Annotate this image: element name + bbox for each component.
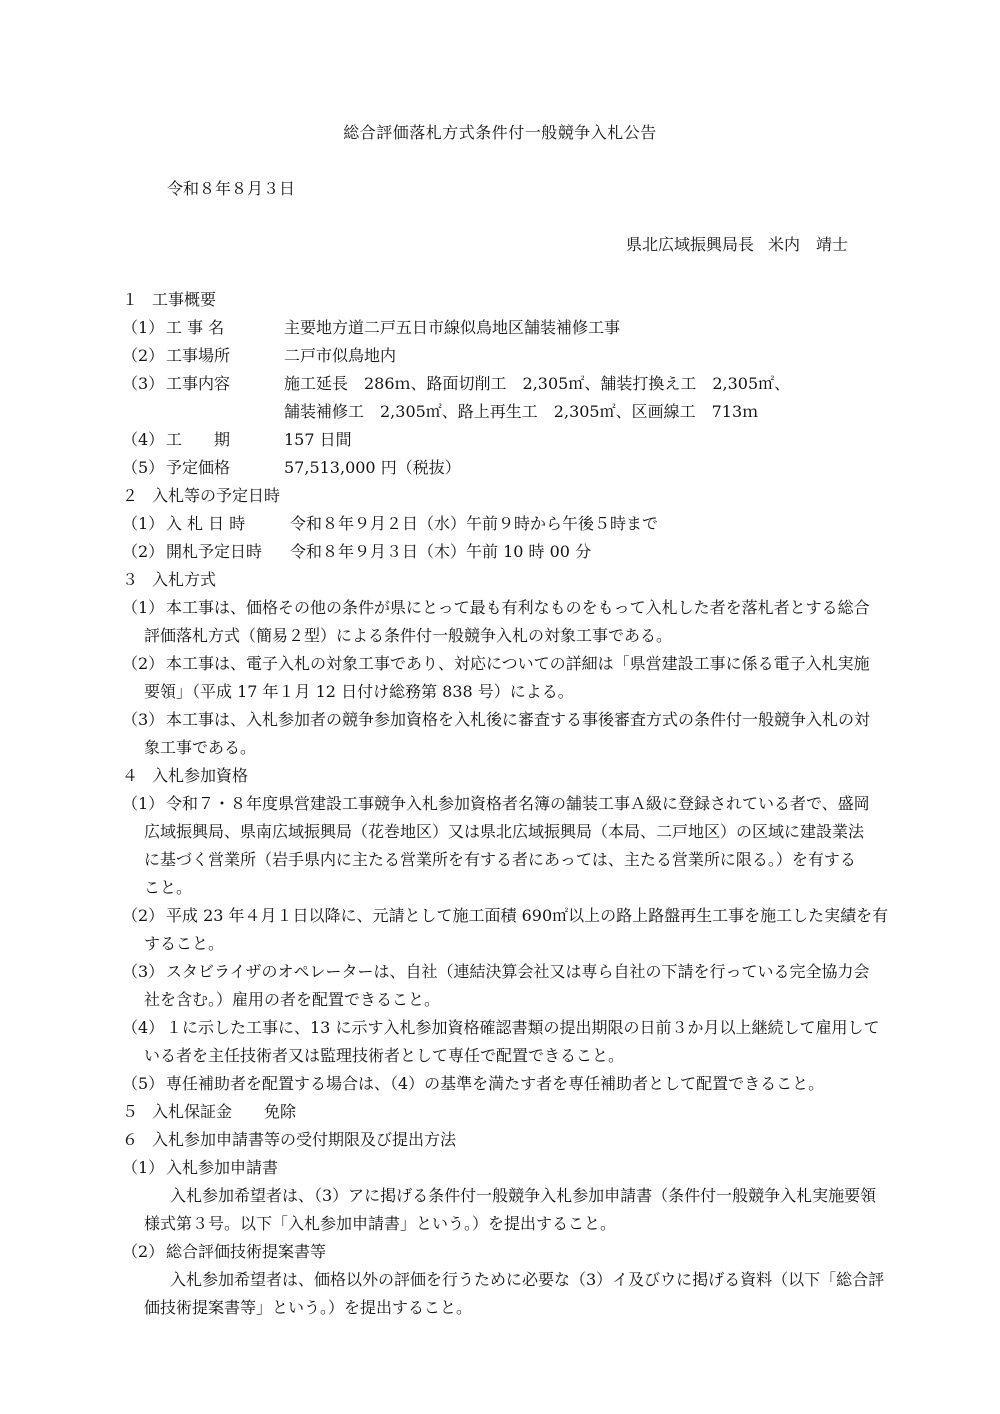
item-label: 総合評価技術提案書等 <box>166 1242 327 1261</box>
item-label: 入 札 日 時 <box>166 514 246 533</box>
item-text: すること。 <box>144 934 225 953</box>
list-item <box>122 538 882 566</box>
list-item <box>122 650 882 678</box>
item-label: 入札参加申請書 <box>166 1158 279 1177</box>
item-text: スタビライザのオペレーターは、自社（連結決算会社又は専ら自社の下請を行っている完全協力会 <box>166 962 870 981</box>
section-number: ５ <box>122 1102 139 1121</box>
section-number: ２ <box>122 486 139 505</box>
item-label: 予定価格 <box>166 458 231 477</box>
item-text: 社を含む。）雇用の者を配置できること。 <box>144 990 441 1009</box>
item-text: １に示した工事に、13 に示す入札参加資格確認書類の提出期限の日前３か月以上継続して雇用して <box>166 1018 880 1037</box>
section-heading <box>122 482 882 510</box>
item-number: （2） <box>122 542 165 561</box>
item-value: 57,513,000 円（税抜） <box>284 458 461 477</box>
item-text: 広域振興局、県南広域振興局（花巻地区）又は県北広域振興局（本局、二戸地区）の区域に建設業法 <box>144 822 865 841</box>
item-text: こと。 <box>144 878 193 897</box>
item-text: 入札参加希望者は、価格以外の評価を行うために必要な（3）イ及びウに掲げる資料（以下「総合評 <box>170 1270 885 1289</box>
item-text: 専任補助者を配置する場合は、（4）の基準を満たす者を専任補助者として配置できること。 <box>166 1074 825 1093</box>
item-number: （4） <box>122 1018 165 1037</box>
list-item-continuation <box>122 1294 882 1322</box>
list-item-continuation <box>122 874 882 902</box>
section-heading <box>122 1098 882 1126</box>
item-label: 工 期 <box>166 430 231 449</box>
item-label: 開札予定日時 <box>166 542 263 561</box>
item-text: 要領」（平成 17 年１月 12 日付け総務第 838 号）による。 <box>144 682 574 701</box>
section-number: １ <box>122 290 139 309</box>
section-title: 入札参加申請書等の受付期限及び提出方法 <box>152 1130 457 1149</box>
section-number: ４ <box>122 766 139 785</box>
item-value: 令和８年９月３日（木）午前 10 時 00 分 <box>290 542 592 561</box>
list-item-continuation <box>122 678 882 706</box>
issuer-name: 米内 靖士 <box>767 235 848 254</box>
item-text: 令和７・８年度県営建設工事競争入札参加資格者名簿の舗装工事Ａ級に登録されている者で、盛岡 <box>166 794 870 813</box>
item-number: （1） <box>122 514 165 533</box>
item-number: （2） <box>122 654 165 673</box>
list-item <box>122 510 882 538</box>
item-text: 価技術提案書等」という。）を提出すること。 <box>144 1298 473 1317</box>
list-item-continuation <box>122 1266 885 1294</box>
item-text: 平成 23 年４月１日以降に、元請として施工面積 690㎡以上の路上路盤再生工事を施工した実績を有 <box>166 906 889 925</box>
list-item-continuation <box>122 846 882 874</box>
item-number: （1） <box>122 1158 165 1177</box>
list-item-continuation <box>122 1042 882 1070</box>
list-item <box>122 314 882 342</box>
section-heading <box>122 286 882 314</box>
list-item-continuation <box>122 818 882 846</box>
section-title: 入札等の予定日時 <box>152 486 281 505</box>
item-number: （5） <box>122 458 165 477</box>
list-item <box>122 706 882 734</box>
section-title: 入札方式 <box>152 570 217 589</box>
item-label: 工事内容 <box>166 374 231 393</box>
item-text: 象工事である。 <box>144 738 257 757</box>
section-title: 入札保証金 <box>152 1102 233 1121</box>
list-item-continuation <box>122 986 882 1014</box>
item-number: （2） <box>122 346 165 365</box>
item-number: （3） <box>122 710 165 729</box>
item-label: 工 事 名 <box>166 318 225 337</box>
list-item <box>122 370 882 398</box>
item-number: （5） <box>122 1074 165 1093</box>
item-value: 主要地方道二戸五日市線似鳥地区舗装補修工事 <box>284 318 621 337</box>
notice-body <box>122 286 889 1322</box>
list-item <box>122 594 882 622</box>
item-text: 様式第３号。以下「入札参加申請書」という。）を提出すること。 <box>144 1214 617 1233</box>
issuer-title: 県北広域振興局長 <box>625 235 754 254</box>
list-item <box>122 1154 882 1182</box>
list-item-continuation <box>122 930 882 958</box>
list-item <box>122 1014 882 1042</box>
list-item-continuation <box>122 1210 882 1238</box>
section-heading <box>122 566 882 594</box>
item-number: （4） <box>122 430 165 449</box>
item-value: 令和８年９月２日（水）午前９時から午後５時まで <box>290 514 659 533</box>
list-item <box>122 342 882 370</box>
section-value: 免除 <box>264 1102 297 1121</box>
item-number: （1） <box>122 318 165 337</box>
item-number: （1） <box>122 598 165 617</box>
section-heading <box>122 1126 882 1154</box>
item-value: 157 日間 <box>284 430 352 449</box>
list-item <box>122 426 882 454</box>
notice-date: 令和８年８月３日 <box>167 179 296 198</box>
list-item <box>122 1070 882 1098</box>
item-number: （3） <box>122 374 165 393</box>
item-value: 施工延長 286ｍ、路面切削工 2,305㎡、舗装打換え工 2,305㎡、 <box>284 374 791 393</box>
list-item <box>122 1238 882 1266</box>
section-heading <box>122 762 882 790</box>
list-item <box>122 902 889 930</box>
item-text: 本工事は、価格その他の条件が県にとって最も有利なものをもって入札した者を落札者とする総合 <box>166 598 870 617</box>
list-item-continuation <box>122 398 882 426</box>
list-item-continuation <box>122 734 882 762</box>
item-number: （3） <box>122 962 165 981</box>
item-text: 本工事は、入札参加者の競争参加資格を入札後に審査する事後審査方式の条件付一般競争入札の対 <box>166 710 871 729</box>
section-title: 入札参加資格 <box>152 766 249 785</box>
item-text: 本工事は、電子入札の対象工事であり、対応についての詳細は「県営建設工事に係る電子入札実施 <box>166 654 870 673</box>
item-label: 工事場所 <box>166 346 231 365</box>
list-item <box>122 454 882 482</box>
item-number: （2） <box>122 1242 165 1261</box>
item-value: 二戸市似鳥地内 <box>284 346 397 365</box>
section-number: ３ <box>122 570 139 589</box>
section-number: ６ <box>122 1130 139 1149</box>
item-value: 舗装補修工 2,305㎡、路上再生工 2,305㎡、区画線工 713ｍ <box>284 402 759 421</box>
item-text: 入札参加希望者は、（3）アに掲げる条件付一般競争入札参加申請書（条件付一般競争入札実施要領 <box>170 1186 877 1205</box>
item-number: （1） <box>122 794 165 813</box>
list-item-continuation <box>122 1182 882 1210</box>
item-text: に基づく営業所（岩手県内に主たる営業所を有する者にあっては、主たる営業所に限る。）を有する <box>144 850 856 869</box>
item-number: （2） <box>122 906 165 925</box>
item-text: 評価落札方式（簡易２型）による条件付一般競争入札の対象工事である。 <box>144 626 673 645</box>
page-title: 総合評価落札方式条件付一般競争入札公告 <box>343 123 657 142</box>
issuer <box>626 232 848 255</box>
section-title: 工事概要 <box>152 290 217 309</box>
item-text: いる者を主任技術者又は監理技術者として専任で配置できること。 <box>144 1046 625 1065</box>
list-item <box>122 958 882 986</box>
list-item <box>122 790 882 818</box>
list-item-continuation <box>122 622 882 650</box>
